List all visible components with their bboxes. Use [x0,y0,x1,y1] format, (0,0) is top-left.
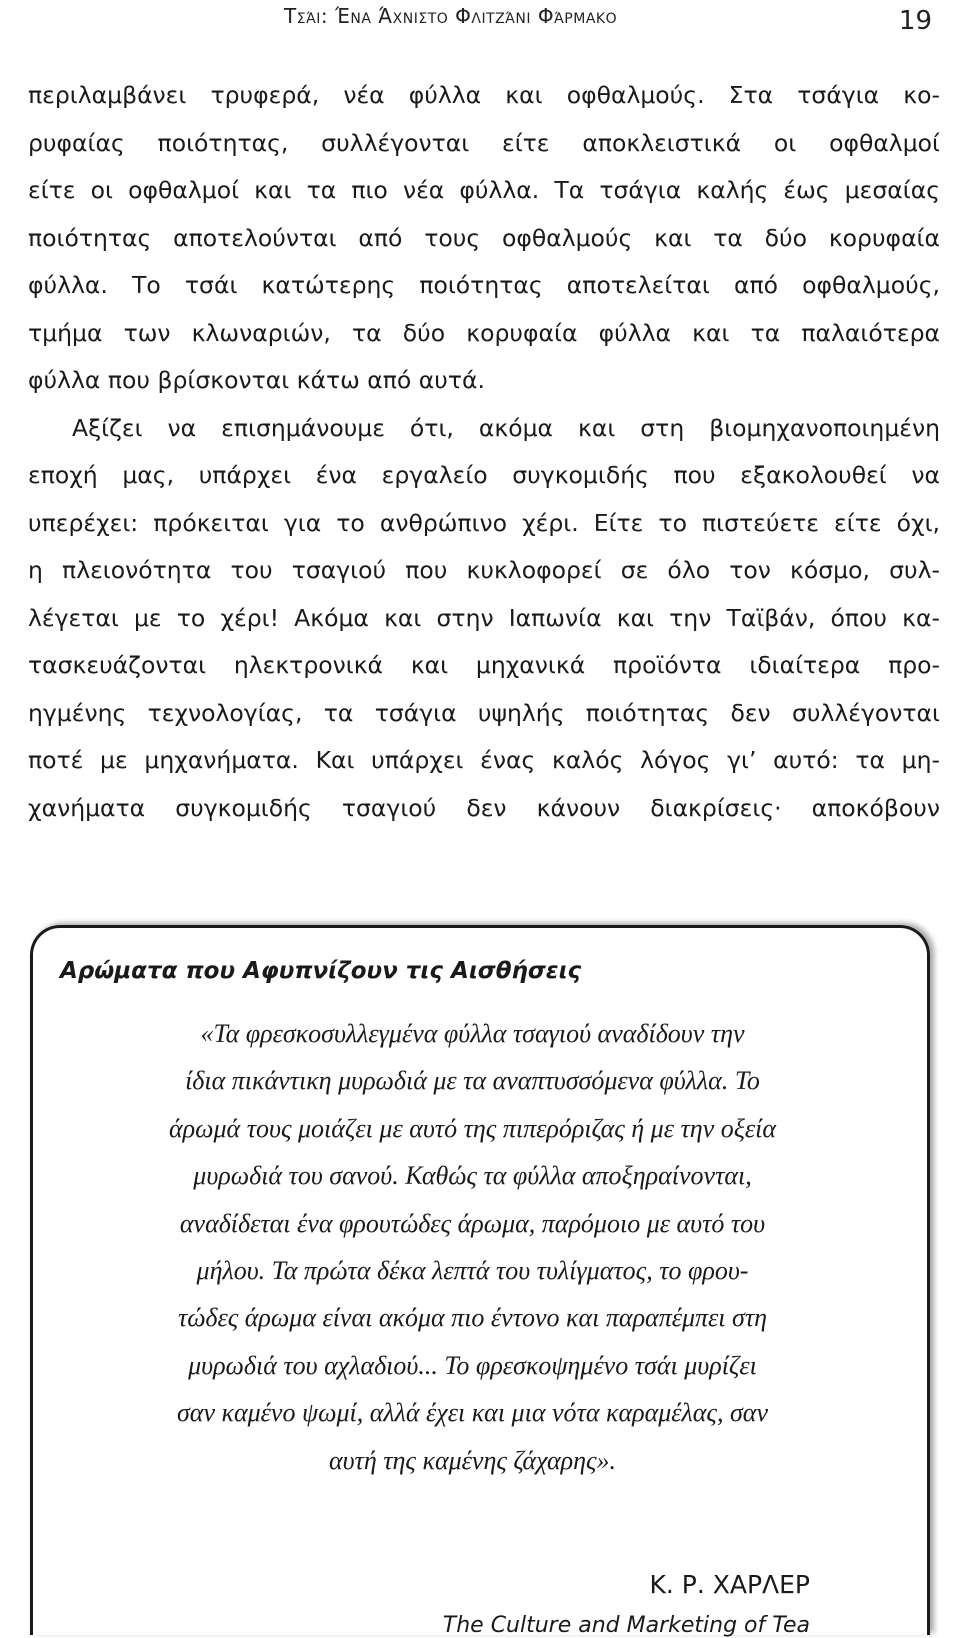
quote-line: ίδια πικάντικη μυρωδιά με τα αναπτυσσόμενα φύλλα. Το [185,1066,760,1096]
body-line: ρυφαίας ποιότητας, συλλέγονται είτε αποκλειστικά οι οφθαλμοί [28,128,940,157]
body-line: εποχή μας, υπάρχει ένα εργαλείο συγκομιδής που εξακολουθεί να [28,461,940,489]
body-line: τασκευάζονται ηλεκτρονικά και μηχανικά προϊόντα ιδιαίτερα προ- [28,651,940,679]
attribution-name: Κ. Ρ. ΧΑΡΛΕΡ [649,1570,810,1599]
page-number: 19 [898,6,932,36]
body-line: λέγεται με το χέρι! Ακόμα και στην Ιαπωνία και την Ταϊβάν, όπου κα- [28,603,940,632]
body-line: ποτέ με μηχανήματα. Και υπάρχει ένας καλός λόγος γι’ αυτό: τα μη- [28,746,940,774]
body-line: χανήματα συγκομιδής τσαγιού δεν κάνουν διακρίσεις· αποκόβουν [28,793,940,822]
quote-line: «Τα φρεσκοσυλλεγμένα φύλλα τσαγιού αναδίδουν την [200,1019,745,1048]
body-line: υπερέχει: πρόκειται για το ανθρώπινο χέρι. Είτε το πιστεύετε είτε όχι, [28,508,940,537]
attribution-source: The Culture and Marketing of Tea [442,1613,810,1638]
quote-line: αυτή της καμένης ζάχαρης». [328,1445,617,1475]
quote-line: αναδίδεται ένα φρουτώδες άρωμα, παρόμοιο με αυτό του [179,1208,766,1238]
body-line: τμήμα των κλωναριών, τα δύο κορυφαία φύλλα και τα παλαιότερα [28,318,940,347]
quote-line: μυρωδιά του σανού. Καθώς τα φύλλα αποξηραίνονται, [193,1161,752,1191]
quote-line: μήλου. Τα πρώτα δέκα λεπτά του τυλίγματος, το φρου- [196,1255,749,1285]
running-head-title: Τσάι: Ένα Άχνιστο Φλιτζάνι Φάρμακο [284,4,618,28]
quote-line: σαν καμένο ψωμί, αλλά έχει και μια νότα καραμέλας, σαν [176,1398,768,1428]
quote-line: άρωμά τους μοιάζει με αυτό της πιπερόριζας ή με την οξεία [169,1113,776,1143]
body-line: φύλλα. Το τσάι κατώτερης ποιότητας αποτελείται από οφθαλμούς, [28,271,940,299]
body-line: περιλαμβάνει τρυφερά, νέα φύλλα και οφθαλμούς. Στα τσάγια κο- [28,81,940,109]
body-line: Αξίζει να επισημάνουμε ότι, ακόμα και στη βιομηχανοποιημένη [72,413,940,442]
body-line: ηγμένης τεχνολογίας, τα τσάγια υψηλής ποιότητας δεν συλλέγονται [28,698,940,727]
body-text [28,72,940,832]
sidebar-quote [150,1010,795,1484]
body-line: η πλειονότητα του τσαγιού που κυκλοφορεί σε όλο τον κόσμο, συλ- [28,556,940,584]
quote-line: μυρωδιά του αχλαδιού... Το φρεσκοψημένο τσάι μυρίζει [188,1350,757,1380]
quote-line: τώδες άρωμα είναι ακόμα πιο έντονο και παραπέμπει στη [177,1303,768,1333]
body-line: είτε οι οφθαλμοί και τα πιο νέα φύλλα. Τα τσάγια καλής έως μεσαίας [28,176,940,204]
body-line: ποιότητας αποτελούνται από τους οφθαλμούς και τα δύο κορυφαία [28,223,940,252]
sidebar-title: Αρώματα που Αφυπνίζουν τις Αισθήσεις [60,958,582,984]
body-line: φύλλα που βρίσκονται κάτω από αυτά. [28,366,485,394]
